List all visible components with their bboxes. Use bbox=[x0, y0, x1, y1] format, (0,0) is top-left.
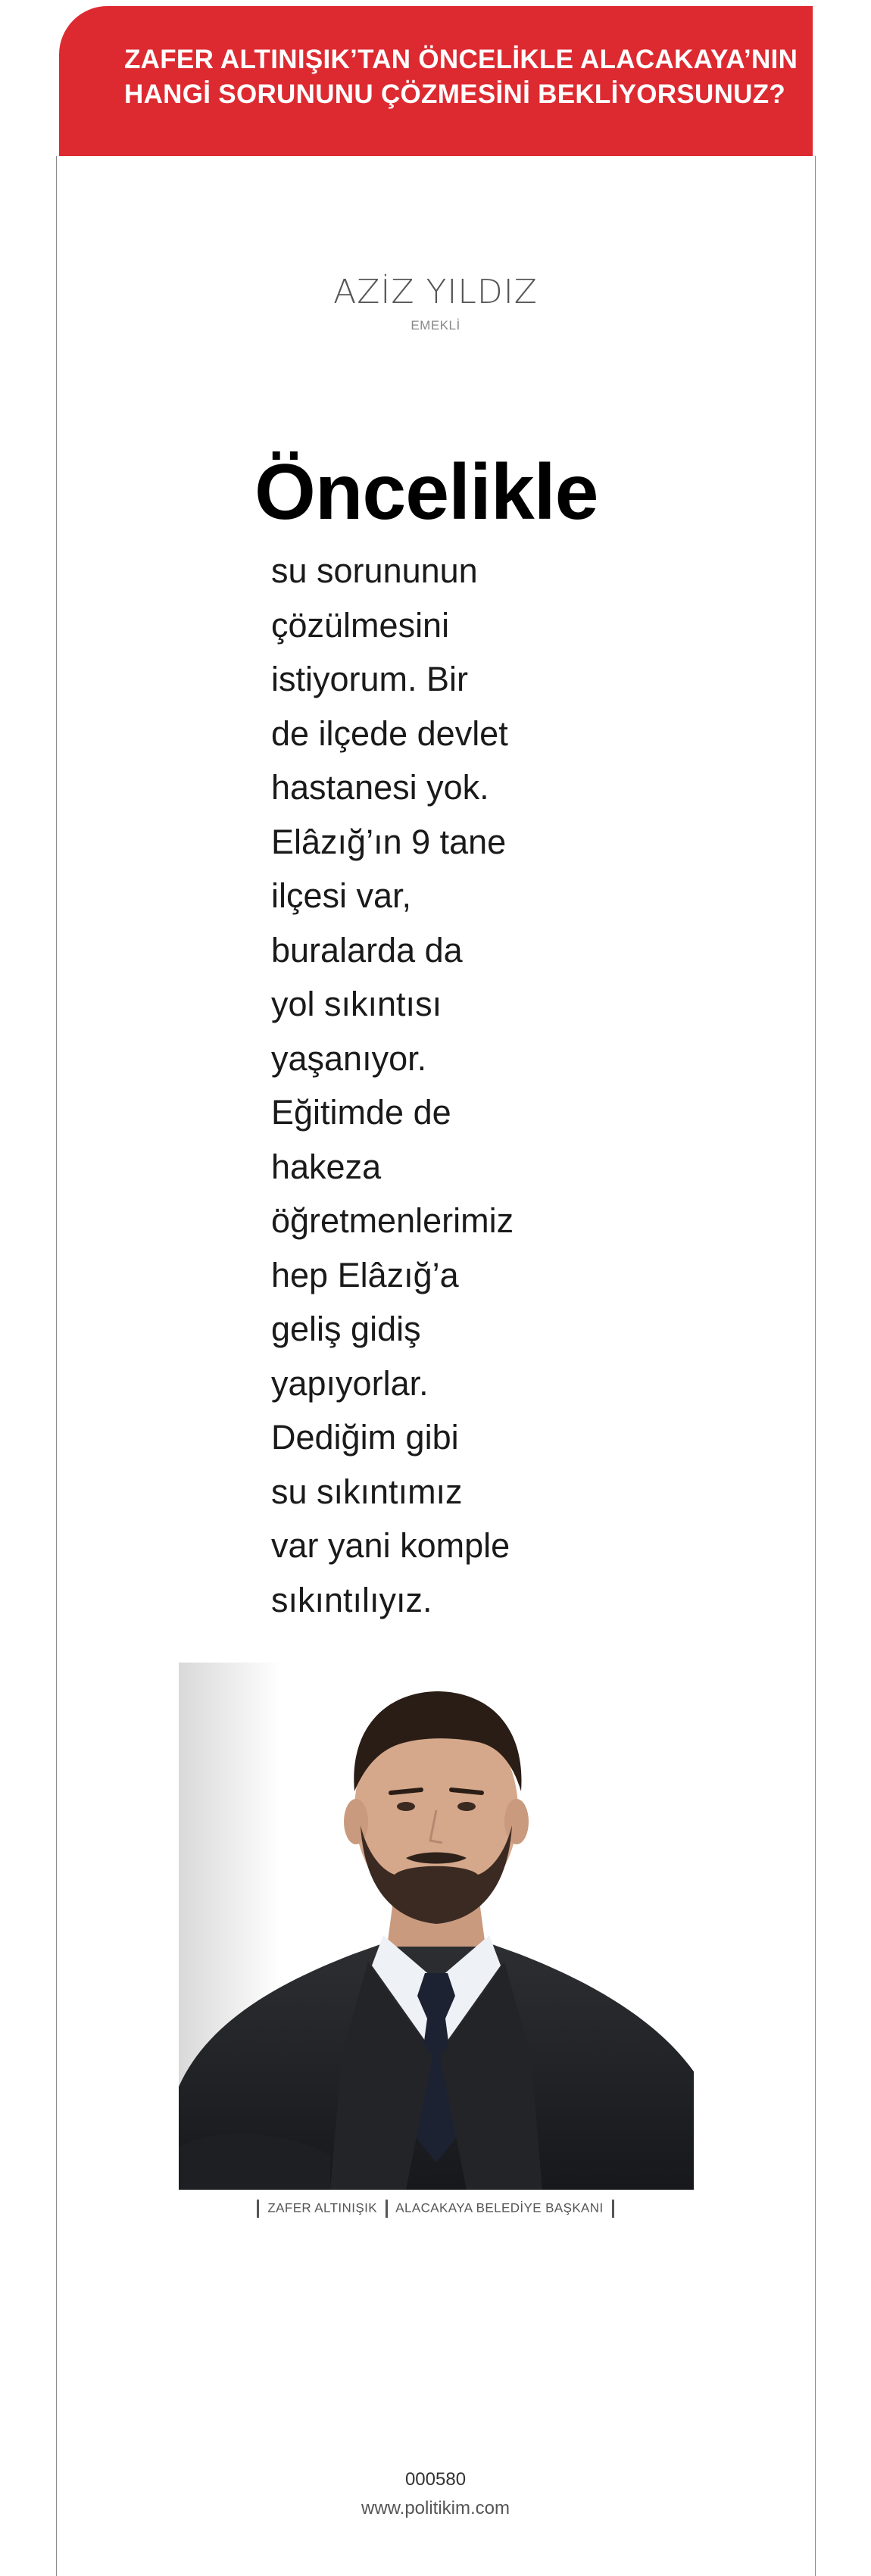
body-line: hastanesi yok. bbox=[271, 768, 489, 807]
body-line: yaşanıyor. bbox=[271, 1038, 427, 1078]
body-line: hakeza bbox=[271, 1147, 382, 1186]
photo-caption bbox=[0, 2200, 871, 2218]
body-line: de ilçede devlet bbox=[271, 713, 508, 753]
body-line: su sorununun bbox=[271, 551, 478, 590]
body-line: yol sıkıntısı bbox=[271, 985, 442, 1023]
body-line: Eğitimde de bbox=[271, 1093, 451, 1132]
body-line: Elâzığ’ın 9 tane bbox=[271, 822, 507, 861]
portrait-illustration bbox=[179, 1663, 694, 2190]
body-line: ilçesi var, bbox=[271, 876, 412, 915]
lead-word: Öncelikle bbox=[254, 448, 598, 536]
body-line: öğretmenlerimiz bbox=[271, 1201, 514, 1240]
article-body bbox=[271, 544, 574, 1627]
caption-divider bbox=[257, 2200, 259, 2218]
caption-divider bbox=[612, 2200, 614, 2218]
website-url: www.politikim.com bbox=[361, 2498, 510, 2518]
body-line: Dediğim gibi bbox=[271, 1418, 459, 1457]
body-line: sıkıntılıyız. bbox=[271, 1580, 432, 1619]
author-role: EMEKLİ bbox=[411, 318, 460, 333]
body-line: çözülmesini bbox=[271, 605, 450, 645]
page-code: 000580 bbox=[404, 2469, 467, 2490]
body-line: su sıkıntımız bbox=[271, 1472, 463, 1511]
body-line: istiyorum. Bir bbox=[271, 660, 469, 698]
body-line: geliş gidiş bbox=[271, 1310, 421, 1348]
body-line: buralarda da bbox=[271, 930, 463, 970]
banner-title-line-2: HANGİ SORUNUNU ÇÖZMESİNİ BEKLİYORSUNUZ? bbox=[124, 80, 786, 109]
caption-name: ZAFER ALTINIŞIK bbox=[267, 2200, 377, 2215]
caption-title: ALACAKAYA BELEDİYE BAŞKANI bbox=[395, 2200, 604, 2215]
caption-divider bbox=[386, 2200, 388, 2218]
banner-title-line-1: ZAFER ALTINIŞIK’TAN ÖNCELİKLE ALACAKAYA’NIN bbox=[124, 45, 798, 74]
header-banner bbox=[59, 6, 813, 156]
body-line: hep Elâzığ’a bbox=[271, 1255, 459, 1294]
author-name: AZİZ YILDIZ bbox=[333, 273, 538, 311]
body-line: var yani komple bbox=[271, 1526, 510, 1565]
body-line: yapıyorlar. bbox=[271, 1363, 429, 1403]
portrait-photo bbox=[179, 1663, 694, 2190]
